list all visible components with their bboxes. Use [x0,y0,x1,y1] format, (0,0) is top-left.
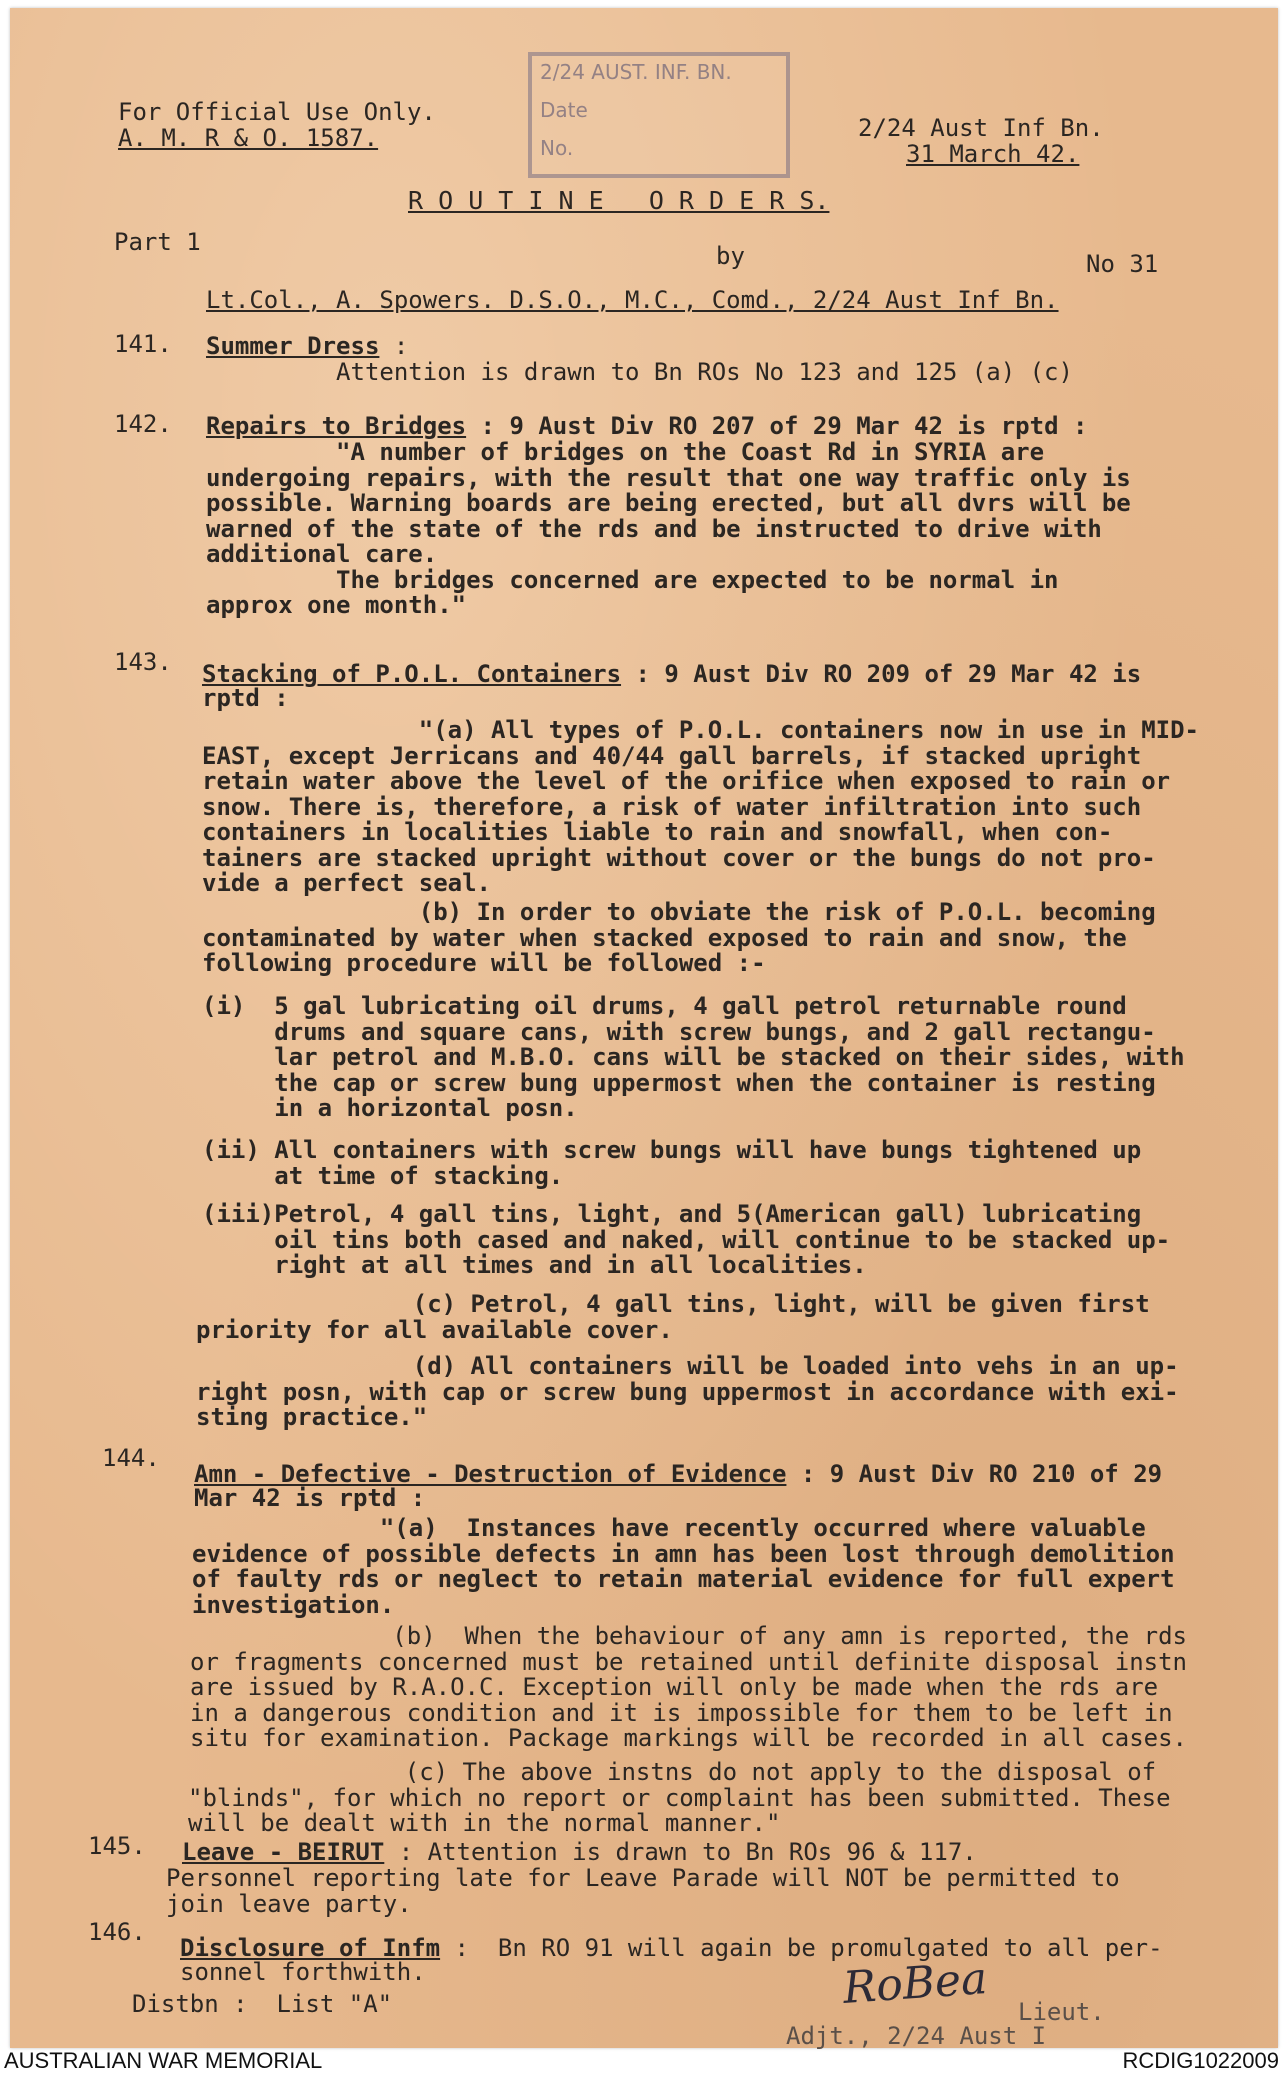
archive-id: RCDIG1022009 [1122,2048,1279,2073]
heading-text: Stacking of P.O.L. Containers [202,660,622,688]
order-number-145: 145. [88,1832,146,1860]
order-144-para-b [190,1624,1187,1752]
order-body-141 [206,360,1073,386]
text-line: priority for all available cover. [196,1315,673,1344]
order-143-item-iii [202,1202,1170,1279]
stamp-date-label: Date [540,98,588,122]
order-144-para-a [192,1516,1175,1618]
text-line: evidence of possible defects in amn has been lost through demolition [192,1539,1175,1568]
order-heading-142 [206,414,1087,439]
document-page [10,8,1278,2048]
heading-text: Repairs to Bridges [206,412,467,440]
order-143-para-c [196,1292,1150,1343]
unit-name: 2/24 Aust Inf Bn. [858,114,1104,142]
text-line: contaminated by water when stacked exposed to rain and snow, the [202,923,1127,952]
heading-text: Amn - Defective - Destruction of Evidence [194,1460,787,1488]
order-body-146 [180,1960,426,1986]
text-line: oil tins both cased and naked, will continue to be stacked up- [202,1225,1171,1254]
distribution: Distbn : List "A" [132,1990,393,2018]
text-line: The bridges concerned are expected to be normal in [206,565,1059,594]
heading-text: Disclosure of Infm [180,1934,441,1962]
text-line: (c) Petrol, 4 gall tins, light, will be given first [196,1290,1150,1318]
order-heading-143 [202,662,1141,687]
text-line: "A number of bridges on the Coast Rd in SYRIA are [206,438,1045,466]
text-line: "(a) Instances have recently occurred where valuable [192,1514,1146,1542]
stamp-unit: 2/24 AUST. INF. BN. [540,60,732,84]
order-heading-145 [182,1840,977,1865]
order-number: No 31 [1086,250,1159,278]
stamp-no-label: No. [540,136,574,160]
order-143-item-ii [202,1138,1141,1189]
official-use: For Official Use Only. [118,98,436,126]
text-line: will be dealt with in the normal manner." [188,1809,781,1837]
signatory-rank: Lieut. [1018,1998,1105,2026]
text-line: situ for examination. Package markings will be recorded in all cases. [190,1724,1187,1752]
text-line: containers in localities liable to rain and snowfall, when con- [202,818,1113,846]
text-line: additional care. [206,540,438,568]
order-143-item-i [202,994,1185,1122]
text-line: approx one month." [206,591,467,619]
text-line: following procedure will be followed :- [202,949,766,977]
text-line: possible. Warning boards are being erected, but all dvrs will be [206,489,1131,517]
heading-rest: : 9 Aust Div RO 209 of 29 Mar 42 is [621,660,1142,688]
text-line: investigation. [192,1590,395,1619]
text-line: "(a) All types of P.O.L. containers now in use in MID- [202,716,1199,744]
text-line: at time of stacking. [202,1161,564,1190]
text-line: (iii)Petrol, 4 gall tins, light, and 5(American gall) lubricating [202,1200,1142,1228]
order-number-141: 141. [114,330,172,358]
text-line: sonnel forthwith. [180,1958,426,1986]
heading-text: Leave - BEIRUT [182,1838,385,1866]
order-body-145 [166,1866,1120,1917]
text-line: (b) In order to obviate the risk of P.O.L. becoming [202,898,1156,926]
amr-ref: A. M. R & O. 1587. [118,124,379,152]
page-title: R O U T I N E O R D E R S. [408,186,830,215]
order-143-para-d [196,1354,1179,1431]
order-number-146: 146. [88,1918,146,1946]
order-number-143: 143. [114,648,172,676]
by-label: by [716,242,745,270]
archive-label: AUSTRALIAN WAR MEMORIAL [4,2048,323,2073]
text-line: sting practice." [196,1403,428,1431]
unit-stamp [528,52,790,178]
order-number-142: 142. [114,410,172,438]
text-line: undergoing repairs, with the result that one way traffic only is [206,463,1131,492]
text-line: right posn, with cap or screw bung uppermost in accordance with exi- [196,1377,1179,1406]
heading-rest: : Attention is drawn to Bn ROs 96 & 117. [384,1838,977,1866]
text-line: lar petrol and M.B.O. cans will be stacked on their sides, with [202,1043,1185,1071]
text-line: (b) When the behaviour of any amn is reported, the rds [190,1622,1187,1650]
text-line: (c) The above instns do not apply to the disposal of [188,1758,1157,1786]
text-line: (d) All containers will be loaded into vehs in an up- [196,1352,1179,1380]
text-line: snow. There is, therefore, a risk of water infiltration into such [202,792,1142,821]
text-line: EAST, except Jerricans and 40/44 gall barrels, if stacked upright [202,741,1142,770]
text-line: in a horizontal posn. [202,1094,578,1122]
order-heading-144-cont: Mar 42 is rptd : [194,1484,426,1512]
order-body-142 [206,440,1131,619]
heading-rest: : Bn RO 91 will again be promulgated to all per- [440,1934,1163,1962]
order-number-144: 144. [102,1444,160,1472]
order-144-para-c [188,1760,1171,1837]
text-line: retain water above the level of the orifice when exposed to rain or [202,767,1171,795]
text-line: vide a perfect seal. [202,869,491,897]
signatory-title: Adjt., 2/24 Aust I [786,2022,1047,2050]
order-date: 31 March 42. [906,140,1080,168]
text-line: or fragments concerned must be retained until definite disposal instn [190,1647,1187,1676]
heading-rest: : 9 Aust Div RO 207 of 29 Mar 42 is rptd : [466,412,1088,440]
commander: Lt.Col., A. Spowers. D.S.O., M.C., Comd., 2/24 Aust Inf Bn. [206,286,1059,314]
order-heading-141 [206,334,408,359]
text-line: are issued by R.A.O.C. Exception will only be made when the rds are [190,1673,1159,1701]
text-line: the cap or screw bung uppermost when the container is resting [202,1068,1156,1097]
text-line: of faulty rds or neglect to retain material evidence for full expert [192,1565,1175,1593]
text-line: Attention is drawn to Bn ROs No 123 and 125 (a) (c) [206,358,1073,386]
heading-text: Summer Dress [206,332,380,360]
text-line: in a dangerous condition and it is impossible for them to be left in [190,1698,1173,1727]
order-143-para-a [202,718,1199,897]
text-line: join leave party. [166,1889,412,1918]
heading-sep: : [379,332,409,360]
text-line: Personnel reporting late for Leave Parade will NOT be permitted to [166,1864,1120,1892]
signature: RoBea [841,1953,989,2014]
order-143-para-b [202,900,1156,977]
text-line: warned of the state of the rds and be instructed to drive with [206,514,1102,543]
text-line: right at all times and in all localities. [202,1251,867,1279]
part-label: Part 1 [114,228,201,256]
text-line: tainers are stacked upright without cover or the bungs do not pro- [202,843,1156,872]
text-line: "blinds", for which no report or complaint has been submitted. These [188,1783,1171,1812]
text-line: drums and square cans, with screw bungs, and 2 gall rectangu- [202,1017,1156,1046]
text-line: (ii) All containers with screw bungs will have bungs tightened up [202,1136,1142,1164]
text-line: (i) 5 gal lubricating oil drums, 4 gall petrol returnable round [202,992,1127,1020]
heading-rest: : 9 Aust Div RO 210 of 29 [786,1460,1163,1488]
order-heading-143-cont: rptd : [202,684,289,712]
